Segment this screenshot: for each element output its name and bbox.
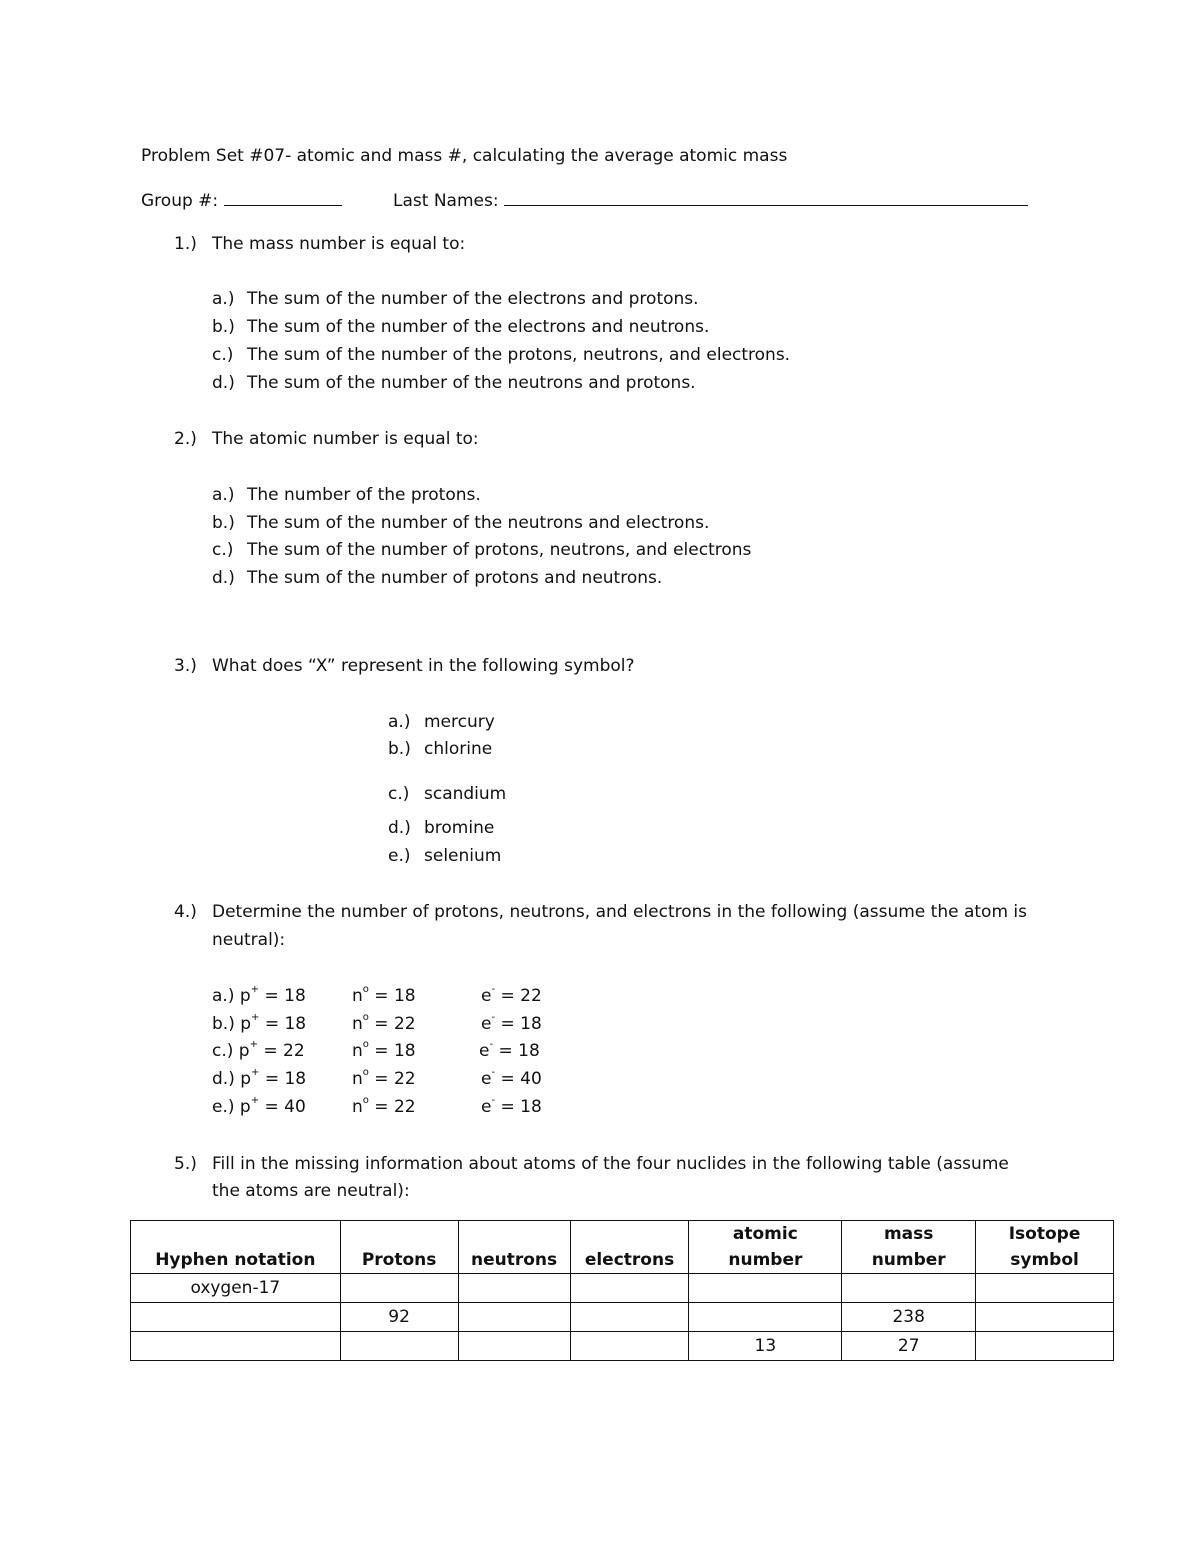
question-number: 1.) [174,234,197,254]
electron-value: e- = 40 [481,1067,542,1089]
table-row [131,1303,1114,1332]
option-text: bromine [424,818,495,838]
neutron-value: $n^o = 18$ [352,1039,416,1061]
option-letter: d.) [212,373,235,393]
table-cell[interactable] [976,1303,1114,1332]
neutron-value: $n^o = 22$ [352,1067,416,1089]
option-letter: b.) [212,513,235,533]
question-number: 2.) [174,429,197,449]
proton-count: 18 [284,1069,307,1089]
option-letter: e.) [388,846,411,866]
electron-count: 18 [518,1041,540,1061]
names-field [393,189,1028,212]
option-letter: a.) [212,986,235,1006]
option-letter: a.) [388,712,411,732]
header-neutrons: neutrons [458,1221,570,1274]
question-text: What does “X” represent in the following symbol? [212,656,635,676]
option-letter: e.) [212,1097,235,1117]
electron-count: 40 [520,1069,542,1089]
electron-count: 22 [520,986,542,1006]
option-letter: d.) [388,818,411,838]
table-cell[interactable] [689,1303,842,1332]
option-letter: b.) [212,317,235,337]
table-cell[interactable] [458,1274,570,1303]
question-text-continued: the atoms are neutral): [212,1181,410,1201]
proton-count: 40 [284,1097,306,1117]
neutron-count: 22 [393,1014,416,1034]
group-field [141,189,342,212]
table-cell[interactable] [976,1274,1114,1303]
neutron-count: 18 [393,986,416,1006]
group-label: Group #: [141,191,219,211]
neutron-value: $n^o = 22$ [352,1095,416,1117]
option-letter: d.) [212,1069,235,1089]
table-cell[interactable] [131,1303,341,1332]
option-letter: c.) [388,784,410,804]
electron-value: e- = 18 [481,1095,542,1117]
question-text: The mass number is equal to: [212,234,466,254]
table-cell[interactable] [458,1332,570,1361]
table-cell[interactable] [131,1332,341,1361]
option-letter: d.) [212,568,235,588]
table-cell[interactable] [340,1274,458,1303]
electron-count: 18 [520,1014,542,1034]
option-text: The sum of the number of the neutrons and electrons. [247,513,710,533]
question-number: 3.) [174,656,197,676]
header-protons: Protons [340,1221,458,1274]
table-cell[interactable] [570,1274,689,1303]
option-text: The sum of the number of the electrons and protons. [247,289,699,309]
names-blank[interactable] [504,189,1028,206]
neutron-value: $n^o = 22$ [352,1012,416,1034]
option-text: chlorine [424,739,493,759]
question-number: 4.) [174,902,197,922]
table-cell[interactable]: 238 [842,1303,976,1332]
question-text: The atomic number is equal to: [212,429,479,449]
header-isotope-symbol: Isotope symbol [976,1221,1114,1274]
answer-row: b.) p+ = 18 [212,1012,307,1034]
header-atomic-number: atomic number [689,1221,842,1274]
neutron-count: 22 [393,1097,416,1117]
neutron-count: 22 [393,1069,416,1089]
electron-count: 18 [520,1097,542,1117]
electron-value: e- = 18 [481,1012,542,1034]
page-title: Problem Set #07- atomic and mass #, calculating the average atomic mass [141,146,788,166]
option-letter: a.) [212,485,235,505]
answer-row: c.) p+ = 22 [212,1039,305,1061]
option-letter: b.) [388,739,411,759]
table-cell[interactable]: 27 [842,1332,976,1361]
table-cell[interactable] [340,1332,458,1361]
header-mass-number: mass number [842,1221,976,1274]
option-text: The sum of the number of protons, neutrons, and electrons [247,540,752,560]
proton-count: 18 [284,986,306,1006]
neutron-count: 18 [393,1041,416,1061]
nuclide-table [130,1220,1114,1361]
electron-value: e- = 18 [479,1039,540,1061]
question-number: 5.) [174,1154,197,1174]
option-text: scandium [424,784,507,804]
option-text: The sum of the number of the neutrons and protons. [247,373,696,393]
option-letter: c.) [212,540,234,560]
option-text: The number of the protons. [247,485,481,505]
table-cell[interactable] [842,1274,976,1303]
table-header-row [131,1221,1114,1274]
table-cell[interactable] [458,1303,570,1332]
table-cell[interactable] [976,1332,1114,1361]
option-letter: c.) [212,345,234,365]
proton-count: 18 [284,1014,307,1034]
header-electrons: electrons [570,1221,689,1274]
option-text: The sum of the number of the protons, neutrons, and electrons. [247,345,791,365]
answer-row: e.) p+ = 40 [212,1095,306,1117]
table-row [131,1332,1114,1361]
table-cell[interactable]: 92 [340,1303,458,1332]
question-text-continued: neutral): [212,930,286,950]
question-text: Fill in the missing information about atoms of the four nuclides in the following table (assume [212,1154,1009,1174]
table-cell[interactable] [689,1274,842,1303]
table-cell[interactable] [570,1303,689,1332]
group-blank[interactable] [224,189,342,206]
neutron-value: $n^o = 18$ [352,984,416,1006]
names-label: Last Names: [393,191,499,211]
table-cell[interactable]: oxygen-17 [131,1274,341,1303]
option-letter: a.) [212,289,235,309]
electron-value: e- = 22 [481,984,542,1006]
answer-row: a.) p+ = 18 [212,984,306,1006]
option-text: The sum of the number of protons and neutrons. [247,568,663,588]
option-letter: c.) [212,1041,234,1061]
option-letter: b.) [212,1014,235,1034]
header-hyphen-notation: Hyphen notation [131,1221,341,1274]
option-text: mercury [424,712,495,732]
option-text: The sum of the number of the electrons and neutrons. [247,317,710,337]
table-cell[interactable] [570,1332,689,1361]
option-text: selenium [424,846,502,866]
answer-row: d.) p+ = 18 [212,1067,307,1089]
question-text: Determine the number of protons, neutrons, and electrons in the following (assume the atom is [212,902,1027,922]
table-row [131,1274,1114,1303]
proton-count: 22 [283,1041,305,1061]
table-cell[interactable]: 13 [689,1332,842,1361]
